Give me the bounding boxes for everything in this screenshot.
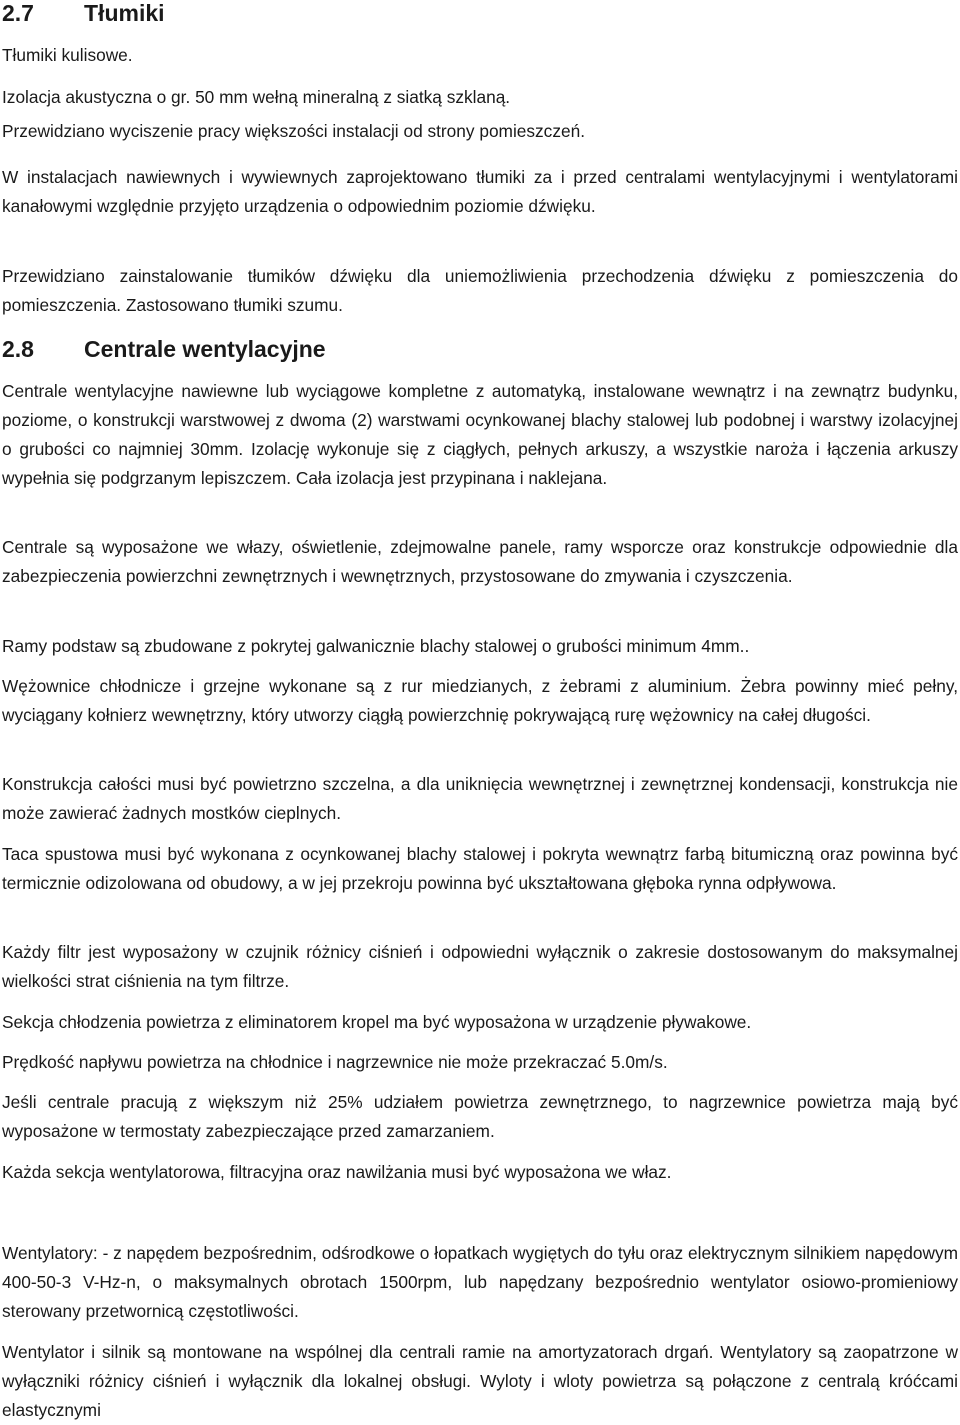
paragraph: Każda sekcja wentylatorowa, filtracyjna oraz nawilżania musi być wyposażona we właz. xyxy=(2,1162,672,1182)
paragraph: Przewidziano zainstalowanie tłumików dźwięku dla uniemożliwienia przechodzenia dźwięku z pomieszczenia do pomieszczenia. Zastosowano tłumiki szumu. xyxy=(2,266,958,315)
section-title: Tłumiki xyxy=(84,0,165,26)
paragraph: Taca spustowa musi być wykonana z ocynkowanej blachy stalowej i pokryta wewnątrz farbą bitumiczną oraz powinna być termicznie odizolowana od obudowy, a w jej przekroju powinna być ukształtowana głęboka rynna odpływowa. xyxy=(2,844,958,893)
paragraph: Centrale są wyposażone we włazy, oświetlenie, zdejmowalne panele, ramy wsporcze oraz konstrukcje odpowiednie dla zabezpieczenia powierzchni zewnętrznych i wewnętrznych, przystosowane do zmywania i czyszczenia. xyxy=(2,537,958,586)
section-heading-2-7 xyxy=(2,0,165,26)
paragraph: Konstrukcja całości musi być powietrzno szczelna, a dla uniknięcia wewnętrznej i zewnętrznej kondensacji, konstrukcja nie może zawierać żadnych mostków cieplnych. xyxy=(2,774,958,823)
paragraph: Wężownice chłodnicze i grzejne wykonane są z rur miedzianych, z żebrami z aluminium. Żebra powinny mieć pełny, wyciągany kołnierz wewnętrzny, który utworzy ciągłą powierzchnię pokrywającą rurę wężownicy na całej długości. xyxy=(2,676,958,725)
section-number: 2.8 xyxy=(2,336,34,362)
paragraph: Wentylator i silnik są montowane na wspólnej dla centrali ramie na amortyzatorach drgań. Wentylatory są zaopatrzone w wyłączniki różnicy ciśnień i wyłącznik dla lokalnej obsługi. Wyloty i wloty powietrza są połączone z centralą króćcami elastycznymi xyxy=(2,1342,958,1420)
paragraph: W instalacjach nawiewnych i wywiewnych zaprojektowano tłumiki za i przed centralami wentylacyjnymi i wentylatorami kanałowymi względnie przyjęto urządzenia o odpowiednim poziomie dźwięku. xyxy=(2,167,958,216)
paragraph: Wentylatory: - z napędem bezpośrednim, odśrodkowe o łopatkach wygiętych do tyłu oraz elektrycznym silnikiem napędowym 400-50-3 V-Hz-n, o maksymalnych obrotach 1500rpm, lub napędzany bezpośrednio wentylator osiowo-promieniowy sterowany przetwornicą częstotliwości. xyxy=(2,1243,958,1321)
paragraph: Jeśli centrale pracują z większym niż 25% udziałem powietrza zewnętrznego, to nagrzewnice powietrza mają być wyposażone w termostaty zabezpieczające przed zamarzaniem. xyxy=(2,1092,958,1141)
section-heading-2-8 xyxy=(2,336,326,362)
paragraph: Ramy podstaw są zbudowane z pokrytej galwanicznie blachy stalowej o grubości minimum 4mm.. xyxy=(2,636,750,656)
paragraph: Centrale wentylacyjne nawiewne lub wyciągowe kompletne z automatyką, instalowane wewnątrz i na zewnątrz budynku, poziome, o konstrukcji warstwowej z dwoma (2) warstwami ocynkowanej blachy stalowej lub podobnej i warstwy izolacyjnej o grubości co najmniej 30mm. Izolację wykonuje się z ciągłych, pełnych arkuszy, a wszystkie naroża i łączenia arkuszy wypełnia się podgrzanym lepiszczem. Cała izolacja jest przypinana i naklejana. xyxy=(2,381,958,488)
paragraph: Prędkość napływu powietrza na chłodnice i nagrzewnice nie może przekraczać 5.0m/s. xyxy=(2,1052,668,1072)
paragraph: Każdy filtr jest wyposażony w czujnik różnicy ciśnień i odpowiedni wyłącznik o zakresie dostosowanym do maksymalnej wielkości strat ciśnienia na tym filtrze. xyxy=(2,942,958,991)
paragraph: Sekcja chłodzenia powietrza z eliminatorem kropel ma być wyposażona w urządzenie pływakowe. xyxy=(2,1012,752,1032)
paragraph: Izolacja akustyczna o gr. 50 mm wełną mineralną z siatką szklaną. xyxy=(2,87,511,107)
section-title: Centrale wentylacyjne xyxy=(84,336,326,362)
section-number: 2.7 xyxy=(2,0,34,26)
paragraph: Tłumiki kulisowe. xyxy=(2,45,133,65)
paragraph: Przewidziano wyciszenie pracy większości instalacji od strony pomieszczeń. xyxy=(2,121,585,141)
